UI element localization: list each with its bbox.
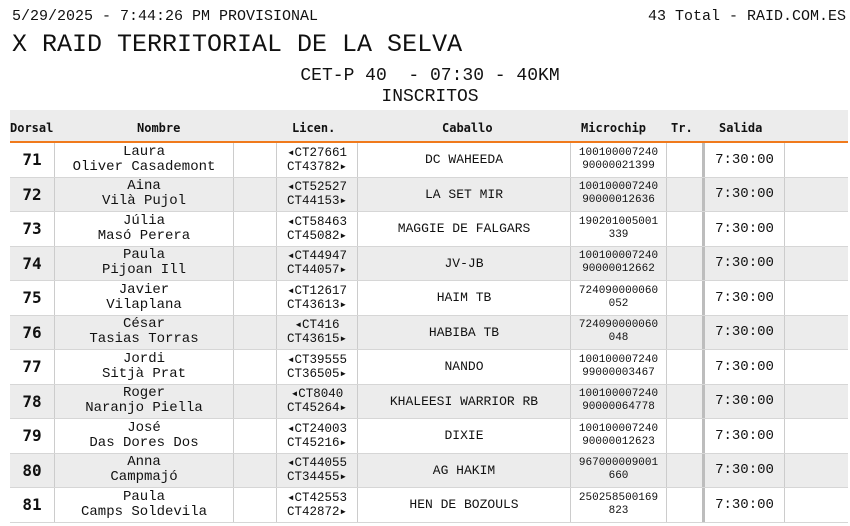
row-end-divider [784, 385, 785, 419]
microchip-line-2: 99000003467 [582, 366, 655, 379]
microchip-line-2: 90000064778 [582, 401, 655, 414]
microchip-cell [570, 281, 666, 315]
rider-name [54, 419, 233, 453]
rider-first-name: Aina [127, 178, 161, 195]
row-end-divider [784, 350, 785, 384]
start-time: 7:30:00 [702, 143, 784, 177]
rider-name [54, 281, 233, 315]
row-end-divider [784, 454, 785, 488]
dorsal-number: 71 [22, 150, 42, 170]
horse-license: CT42872▸ [286, 504, 348, 519]
horse-license: CT43782▸ [286, 159, 348, 174]
start-time: 7:30:00 [702, 385, 784, 419]
rider-name [54, 143, 233, 177]
rider-name [54, 385, 233, 419]
dorsal-number: 72 [22, 184, 42, 204]
dorsal-number: 78 [22, 391, 42, 411]
tr-cell [666, 178, 702, 212]
rider-license: ◂CT27661 [286, 145, 348, 160]
microchip-line-2: 823 [608, 504, 629, 517]
microchip-line-2: 90000012623 [582, 435, 655, 448]
microchip-cell [570, 178, 666, 212]
start-time: 7:30:00 [702, 212, 784, 246]
table-row [10, 143, 848, 178]
tr-cell [666, 247, 702, 281]
horse-name: HAIM TB [357, 281, 570, 315]
horse-license: CT44153▸ [286, 194, 348, 209]
horse-license: CT36505▸ [286, 366, 348, 381]
rider-first-name: Roger [122, 385, 165, 402]
microchip-cell [570, 143, 666, 177]
rider-license: ◂CT42553 [286, 490, 348, 505]
horse-name: DIXIE [357, 419, 570, 453]
table-row [10, 212, 848, 247]
microchip-line-2: 90000012662 [582, 263, 655, 276]
start-time: 7:30:00 [702, 178, 784, 212]
microchip-cell [570, 488, 666, 522]
rider-license: ◂CT12617 [286, 283, 348, 298]
rider-first-name: Paula [122, 247, 165, 264]
license-cell [276, 488, 357, 522]
rider-name [54, 316, 233, 350]
rider-last-name: Sitjà Prat [101, 365, 186, 382]
dorsal-number: 74 [22, 253, 42, 273]
start-time: 7:30:00 [702, 281, 784, 315]
microchip-line-2: 052 [608, 297, 629, 310]
table-row [10, 281, 848, 316]
rider-last-name: Camps Soldevila [80, 503, 208, 520]
microchip-line-2: 660 [608, 470, 629, 483]
horse-name: HABIBA TB [357, 316, 570, 350]
rider-last-name: Campmajó [110, 469, 178, 486]
license-cell [276, 143, 357, 177]
horse-license: CT45082▸ [286, 228, 348, 243]
rider-license: ◂CT44055 [286, 456, 348, 471]
microchip-line-1: 100100007240 [578, 146, 659, 159]
blank-cell [233, 247, 276, 281]
horse-name: MAGGIE DE FALGARS [357, 212, 570, 246]
microchip-line-1: 100100007240 [578, 181, 659, 194]
tr-cell [666, 454, 702, 488]
microchip-cell [570, 212, 666, 246]
start-time: 7:30:00 [702, 488, 784, 522]
license-cell [276, 178, 357, 212]
microchip-line-2: 339 [608, 228, 629, 241]
license-cell [276, 316, 357, 350]
rider-first-name: José [127, 419, 161, 436]
rider-name [54, 247, 233, 281]
microchip-cell [570, 247, 666, 281]
table-header [10, 110, 848, 143]
tr-cell [666, 316, 702, 350]
dorsal-number: 77 [22, 357, 42, 377]
license-cell [276, 350, 357, 384]
blank-cell [233, 350, 276, 384]
microchip-line-1: 724090000060 [578, 284, 659, 297]
microchip-line-1: 967000009001 [578, 457, 659, 470]
tr-cell [666, 281, 702, 315]
blank-cell [233, 178, 276, 212]
microchip-line-2: 048 [608, 332, 629, 345]
col-salida: Salida [719, 121, 763, 135]
dorsal-number: 81 [22, 495, 42, 515]
rider-license: ◂CT58463 [286, 214, 348, 229]
dorsal-number: 75 [22, 288, 42, 308]
microchip-line-1: 100100007240 [578, 250, 659, 263]
rider-license: ◂CT52527 [286, 180, 348, 195]
horse-license: CT34455▸ [286, 470, 348, 485]
col-caballo: Caballo [442, 121, 493, 135]
microchip-cell [570, 350, 666, 384]
microchip-line-1: 190201005001 [578, 215, 659, 228]
horse-license: CT43613▸ [286, 297, 348, 312]
rider-last-name: Masó Perera [97, 227, 191, 244]
table-row [10, 488, 848, 523]
rider-last-name: Das Dores Dos [89, 434, 199, 451]
table-row [10, 385, 848, 420]
rider-last-name: Vilaplana [106, 296, 182, 313]
table-body [10, 143, 848, 523]
blank-cell [233, 454, 276, 488]
rider-name [54, 350, 233, 384]
microchip-line-1: 724090000060 [578, 319, 659, 332]
row-end-divider [784, 212, 785, 246]
microchip-line-2: 90000021399 [582, 159, 655, 172]
license-cell [276, 454, 357, 488]
rider-first-name: Javier [118, 281, 170, 298]
horse-license: CT44057▸ [286, 263, 348, 278]
row-end-divider [784, 143, 785, 177]
start-time: 7:30:00 [702, 454, 784, 488]
section-label: INSCRITOS [381, 87, 479, 107]
col-nombre: Nombre [137, 121, 181, 135]
rider-name [54, 454, 233, 488]
license-cell [276, 419, 357, 453]
rider-first-name: César [122, 316, 165, 333]
horse-name: DC WAHEEDA [357, 143, 570, 177]
rider-name [54, 178, 233, 212]
table-row [10, 350, 848, 385]
license-cell [276, 212, 357, 246]
microchip-cell [570, 419, 666, 453]
microchip-cell [570, 454, 666, 488]
horse-name: HEN DE BOZOULS [357, 488, 570, 522]
horse-name: KHALEESI WARRIOR RB [357, 385, 570, 419]
total-count: 43 Total - RAID.COM.ES [647, 8, 846, 25]
table-row [10, 316, 848, 351]
col-licencia: Licen. [292, 121, 336, 135]
rider-license: ◂CT8040 [290, 387, 344, 402]
col-dorsal: Dorsal [10, 121, 54, 135]
rider-last-name: Oliver Casademont [72, 158, 216, 175]
entries-table [10, 110, 848, 523]
dorsal-number: 76 [22, 322, 42, 342]
blank-cell [233, 316, 276, 350]
tr-cell [666, 350, 702, 384]
tr-cell [666, 212, 702, 246]
blank-cell [233, 488, 276, 522]
rider-first-name: Anna [127, 454, 161, 471]
start-time: 7:30:00 [702, 247, 784, 281]
blank-cell [233, 212, 276, 246]
rider-first-name: Laura [122, 143, 165, 160]
rider-last-name: Pijoan Ill [101, 262, 186, 279]
blank-cell [233, 281, 276, 315]
rider-last-name: Naranjo Piella [85, 400, 203, 417]
dorsal-number: 79 [22, 426, 42, 446]
table-row [10, 419, 848, 454]
page-title: X RAID TERRITORIAL DE LA SELVA [12, 30, 463, 59]
row-end-divider [784, 316, 785, 350]
row-end-divider [784, 281, 785, 315]
col-tr: Tr. [671, 121, 693, 135]
horse-name: NANDO [357, 350, 570, 384]
table-row [10, 454, 848, 489]
horse-license: CT45264▸ [286, 401, 348, 416]
horse-name: JV-JB [357, 247, 570, 281]
microchip-line-1: 250258500169 [578, 491, 659, 504]
rider-first-name: Júlia [122, 212, 165, 229]
row-end-divider [784, 488, 785, 522]
rider-name [54, 488, 233, 522]
rider-last-name: Vilà Pujol [101, 193, 186, 210]
microchip-line-1: 100100007240 [578, 353, 659, 366]
report-timestamp: 5/29/2025 - 7:44:26 PM PROVISIONAL [12, 8, 319, 25]
microchip-line-1: 100100007240 [578, 422, 659, 435]
rider-name [54, 212, 233, 246]
tr-cell [666, 385, 702, 419]
col-microchip: Microchip [581, 121, 647, 135]
start-time: 7:30:00 [702, 419, 784, 453]
row-end-divider [784, 247, 785, 281]
blank-cell [233, 419, 276, 453]
blank-cell [233, 385, 276, 419]
blank-cell [233, 143, 276, 177]
microchip-cell [570, 385, 666, 419]
rider-last-name: Tasias Torras [89, 331, 199, 348]
tr-cell [666, 488, 702, 522]
microchip-line-2: 90000012636 [582, 194, 655, 207]
license-cell [276, 281, 357, 315]
horse-license: CT43615▸ [286, 332, 348, 347]
horse-license: CT45216▸ [286, 435, 348, 450]
rider-license: ◂CT416 [294, 318, 340, 333]
rider-first-name: Paula [122, 488, 165, 505]
microchip-line-1: 100100007240 [578, 388, 659, 401]
row-end-divider [784, 178, 785, 212]
tr-cell [666, 419, 702, 453]
license-cell [276, 247, 357, 281]
table-row [10, 178, 848, 213]
rider-license: ◂CT39555 [286, 352, 348, 367]
horse-name: LA SET MIR [357, 178, 570, 212]
row-end-divider [784, 419, 785, 453]
rider-license: ◂CT44947 [286, 249, 348, 264]
tr-cell [666, 143, 702, 177]
dorsal-number: 80 [22, 460, 42, 480]
license-cell [276, 385, 357, 419]
dorsal-number: 73 [22, 219, 42, 239]
horse-name: AG HAKIM [357, 454, 570, 488]
start-time: 7:30:00 [702, 350, 784, 384]
table-row [10, 247, 848, 282]
rider-license: ◂CT24003 [286, 421, 348, 436]
microchip-cell [570, 316, 666, 350]
rider-first-name: Jordi [122, 350, 165, 367]
start-time: 7:30:00 [702, 316, 784, 350]
category-label: CET-P 40 - 07:30 - 40KM [300, 66, 560, 86]
